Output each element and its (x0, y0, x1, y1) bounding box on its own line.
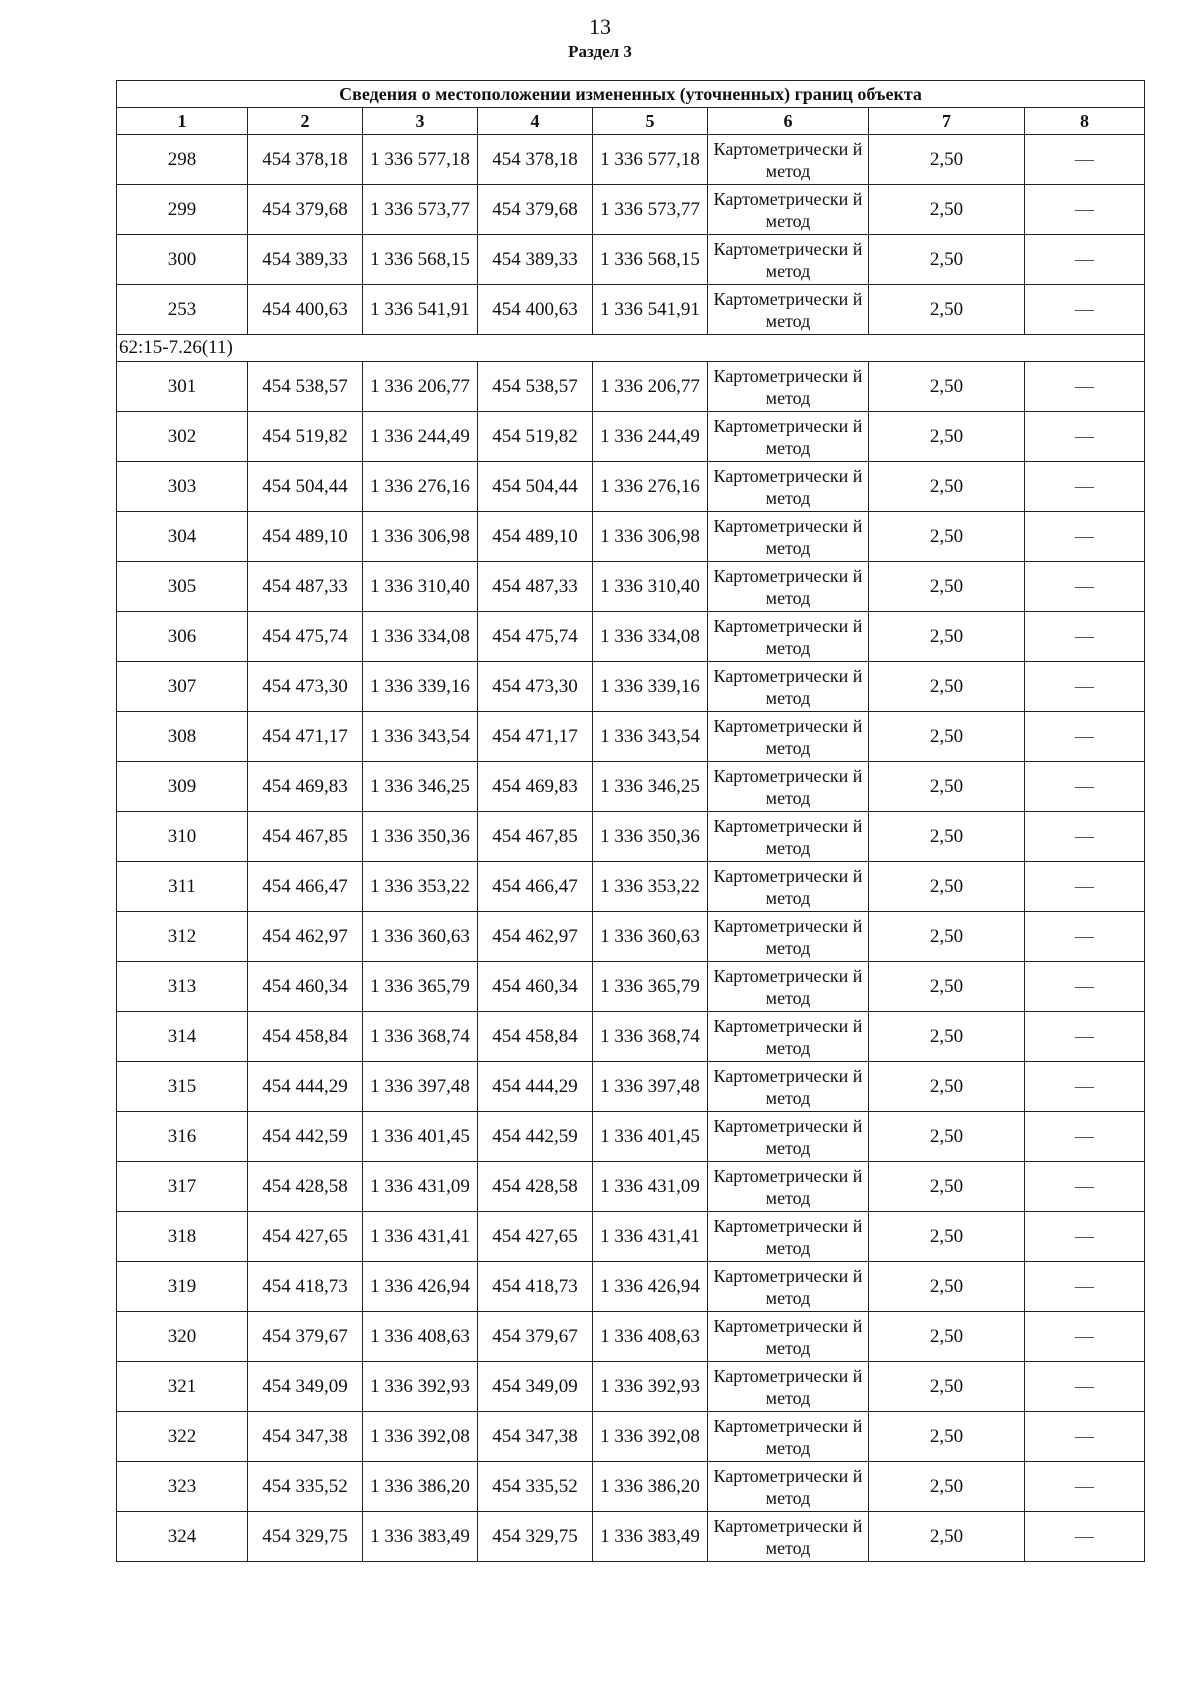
table-row (117, 612, 1145, 662)
table-row (117, 285, 1145, 335)
x-existing-cell: 454 504,44 (248, 462, 363, 512)
y-existing-cell: 1 336 401,45 (363, 1112, 478, 1162)
description-cell: — (1025, 862, 1145, 912)
x-new-cell: 454 467,85 (478, 812, 593, 862)
description-cell: — (1025, 1062, 1145, 1112)
y-existing-cell: 1 336 386,20 (363, 1462, 478, 1512)
table-row (117, 1112, 1145, 1162)
y-existing-cell: 1 336 350,36 (363, 812, 478, 862)
x-new-cell: 454 347,38 (478, 1412, 593, 1462)
description-cell: — (1025, 1262, 1145, 1312)
y-existing-cell: 1 336 431,09 (363, 1162, 478, 1212)
y-existing-cell: 1 336 343,54 (363, 712, 478, 762)
x-existing-cell: 454 471,17 (248, 712, 363, 762)
point-number-cell: 306 (117, 612, 248, 662)
y-new-cell: 1 336 368,74 (593, 1012, 708, 1062)
method-cell: Картометрически й метод (708, 962, 869, 1012)
y-existing-cell: 1 336 334,08 (363, 612, 478, 662)
method-cell: Картометрически й метод (708, 285, 869, 335)
x-new-cell: 454 349,09 (478, 1362, 593, 1412)
y-new-cell: 1 336 306,98 (593, 512, 708, 562)
y-existing-cell: 1 336 360,63 (363, 912, 478, 962)
y-new-cell: 1 336 276,16 (593, 462, 708, 512)
method-cell: Картометрически й метод (708, 1262, 869, 1312)
method-cell: Картометрически й метод (708, 1412, 869, 1462)
x-new-cell: 454 378,18 (478, 135, 593, 185)
description-cell: — (1025, 412, 1145, 462)
point-number-cell: 315 (117, 1062, 248, 1112)
x-new-cell: 454 458,84 (478, 1012, 593, 1062)
boundary-table (116, 80, 1145, 1562)
table-row (117, 235, 1145, 285)
group-label: 62:15-7.26(11) (117, 335, 1145, 362)
y-existing-cell: 1 336 541,91 (363, 285, 478, 335)
y-existing-cell: 1 336 383,49 (363, 1512, 478, 1562)
y-existing-cell: 1 336 577,18 (363, 135, 478, 185)
table-row (117, 1212, 1145, 1262)
method-cell: Картометрически й метод (708, 912, 869, 962)
method-cell: Картометрически й метод (708, 1462, 869, 1512)
method-cell: Картометрически й метод (708, 135, 869, 185)
accuracy-cell: 2,50 (869, 1512, 1025, 1562)
description-cell: — (1025, 285, 1145, 335)
method-cell: Картометрически й метод (708, 185, 869, 235)
x-existing-cell: 454 489,10 (248, 512, 363, 562)
y-existing-cell: 1 336 573,77 (363, 185, 478, 235)
x-existing-cell: 454 475,74 (248, 612, 363, 662)
y-existing-cell: 1 336 365,79 (363, 962, 478, 1012)
x-new-cell: 454 538,57 (478, 362, 593, 412)
x-existing-cell: 454 466,47 (248, 862, 363, 912)
y-existing-cell: 1 336 276,16 (363, 462, 478, 512)
point-number-cell: 303 (117, 462, 248, 512)
table-row (117, 862, 1145, 912)
x-existing-cell: 454 329,75 (248, 1512, 363, 1562)
table-row (117, 562, 1145, 612)
x-new-cell: 454 473,30 (478, 662, 593, 712)
point-number-cell: 301 (117, 362, 248, 412)
x-existing-cell: 454 538,57 (248, 362, 363, 412)
x-new-cell: 454 389,33 (478, 235, 593, 285)
description-cell: — (1025, 962, 1145, 1012)
y-new-cell: 1 336 206,77 (593, 362, 708, 412)
y-new-cell: 1 336 365,79 (593, 962, 708, 1012)
point-number-cell: 305 (117, 562, 248, 612)
y-new-cell: 1 336 426,94 (593, 1262, 708, 1312)
table-row (117, 1362, 1145, 1412)
point-number-cell: 300 (117, 235, 248, 285)
x-new-cell: 454 519,82 (478, 412, 593, 462)
y-existing-cell: 1 336 244,49 (363, 412, 478, 462)
table-row (117, 1412, 1145, 1462)
column-number: 1 (117, 108, 248, 135)
x-new-cell: 454 442,59 (478, 1112, 593, 1162)
y-existing-cell: 1 336 431,41 (363, 1212, 478, 1262)
point-number-cell: 316 (117, 1112, 248, 1162)
point-number-cell: 253 (117, 285, 248, 335)
table-row (117, 812, 1145, 862)
accuracy-cell: 2,50 (869, 962, 1025, 1012)
y-new-cell: 1 336 577,18 (593, 135, 708, 185)
section-title: Раздел 3 (568, 42, 632, 61)
column-number: 3 (363, 108, 478, 135)
y-new-cell: 1 336 573,77 (593, 185, 708, 235)
x-existing-cell: 454 347,38 (248, 1412, 363, 1462)
description-cell: — (1025, 762, 1145, 812)
table-row (117, 912, 1145, 962)
group-row (117, 335, 1145, 362)
y-new-cell: 1 336 408,63 (593, 1312, 708, 1362)
description-cell: — (1025, 185, 1145, 235)
point-number-cell: 314 (117, 1012, 248, 1062)
x-new-cell: 454 427,65 (478, 1212, 593, 1262)
description-cell: — (1025, 512, 1145, 562)
x-new-cell: 454 379,68 (478, 185, 593, 235)
x-new-cell: 454 504,44 (478, 462, 593, 512)
x-existing-cell: 454 428,58 (248, 1162, 363, 1212)
accuracy-cell: 2,50 (869, 1012, 1025, 1062)
table-row (117, 135, 1145, 185)
y-new-cell: 1 336 383,49 (593, 1512, 708, 1562)
y-existing-cell: 1 336 206,77 (363, 362, 478, 412)
method-cell: Картометрически й метод (708, 1162, 869, 1212)
table-row (117, 762, 1145, 812)
column-number: 8 (1025, 108, 1145, 135)
x-existing-cell: 454 349,09 (248, 1362, 363, 1412)
y-existing-cell: 1 336 426,94 (363, 1262, 478, 1312)
accuracy-cell: 2,50 (869, 862, 1025, 912)
column-number: 2 (248, 108, 363, 135)
y-new-cell: 1 336 353,22 (593, 862, 708, 912)
y-new-cell: 1 336 343,54 (593, 712, 708, 762)
table-row (117, 1262, 1145, 1312)
method-cell: Картометрически й метод (708, 1062, 869, 1112)
page-number: 13 (589, 14, 611, 39)
accuracy-cell: 2,50 (869, 512, 1025, 562)
x-new-cell: 454 418,73 (478, 1262, 593, 1312)
method-cell: Картометрически й метод (708, 1212, 869, 1262)
table-row (117, 662, 1145, 712)
point-number-cell: 319 (117, 1262, 248, 1312)
point-number-cell: 304 (117, 512, 248, 562)
x-new-cell: 454 469,83 (478, 762, 593, 812)
accuracy-cell: 2,50 (869, 185, 1025, 235)
point-number-cell: 298 (117, 135, 248, 185)
method-cell: Картометрически й метод (708, 1012, 869, 1062)
table-row (117, 185, 1145, 235)
point-number-cell: 317 (117, 1162, 248, 1212)
y-existing-cell: 1 336 306,98 (363, 512, 478, 562)
accuracy-cell: 2,50 (869, 1312, 1025, 1362)
method-cell: Картометрически й метод (708, 462, 869, 512)
method-cell: Картометрически й метод (708, 235, 869, 285)
x-existing-cell: 454 487,33 (248, 562, 363, 612)
x-new-cell: 454 444,29 (478, 1062, 593, 1112)
y-new-cell: 1 336 397,48 (593, 1062, 708, 1112)
method-cell: Картометрически й метод (708, 812, 869, 862)
table-row (117, 1162, 1145, 1212)
description-cell: — (1025, 1362, 1145, 1412)
point-number-cell: 313 (117, 962, 248, 1012)
description-cell: — (1025, 235, 1145, 285)
accuracy-cell: 2,50 (869, 135, 1025, 185)
description-cell: — (1025, 562, 1145, 612)
column-number: 5 (593, 108, 708, 135)
y-new-cell: 1 336 431,41 (593, 1212, 708, 1262)
accuracy-cell: 2,50 (869, 712, 1025, 762)
accuracy-cell: 2,50 (869, 462, 1025, 512)
description-cell: — (1025, 135, 1145, 185)
method-cell: Картометрически й метод (708, 712, 869, 762)
point-number-cell: 308 (117, 712, 248, 762)
description-cell: — (1025, 462, 1145, 512)
accuracy-cell: 2,50 (869, 1412, 1025, 1462)
table-row (117, 1312, 1145, 1362)
x-existing-cell: 454 469,83 (248, 762, 363, 812)
accuracy-cell: 2,50 (869, 562, 1025, 612)
x-existing-cell: 454 467,85 (248, 812, 363, 862)
table-row (117, 1462, 1145, 1512)
x-existing-cell: 454 379,67 (248, 1312, 363, 1362)
column-number: 7 (869, 108, 1025, 135)
x-existing-cell: 454 458,84 (248, 1012, 363, 1062)
point-number-cell: 320 (117, 1312, 248, 1362)
accuracy-cell: 2,50 (869, 285, 1025, 335)
point-number-cell: 309 (117, 762, 248, 812)
x-existing-cell: 454 335,52 (248, 1462, 363, 1512)
y-new-cell: 1 336 244,49 (593, 412, 708, 462)
point-number-cell: 322 (117, 1412, 248, 1462)
x-existing-cell: 454 462,97 (248, 912, 363, 962)
description-cell: — (1025, 812, 1145, 862)
x-existing-cell: 454 400,63 (248, 285, 363, 335)
table-row (117, 712, 1145, 762)
description-cell: — (1025, 662, 1145, 712)
accuracy-cell: 2,50 (869, 1162, 1025, 1212)
description-cell: — (1025, 712, 1145, 762)
method-cell: Картометрически й метод (708, 612, 869, 662)
description-cell: — (1025, 1312, 1145, 1362)
y-existing-cell: 1 336 310,40 (363, 562, 478, 612)
description-cell: — (1025, 1412, 1145, 1462)
method-cell: Картометрически й метод (708, 1512, 869, 1562)
x-new-cell: 454 466,47 (478, 862, 593, 912)
description-cell: — (1025, 1212, 1145, 1262)
x-new-cell: 454 462,97 (478, 912, 593, 962)
y-new-cell: 1 336 392,93 (593, 1362, 708, 1412)
x-existing-cell: 454 442,59 (248, 1112, 363, 1162)
y-new-cell: 1 336 346,25 (593, 762, 708, 812)
column-number: 4 (478, 108, 593, 135)
x-existing-cell: 454 418,73 (248, 1262, 363, 1312)
table-row (117, 512, 1145, 562)
point-number-cell: 310 (117, 812, 248, 862)
description-cell: — (1025, 362, 1145, 412)
x-existing-cell: 454 379,68 (248, 185, 363, 235)
table-row (117, 1012, 1145, 1062)
description-cell: — (1025, 1112, 1145, 1162)
accuracy-cell: 2,50 (869, 1362, 1025, 1412)
x-new-cell: 454 487,33 (478, 562, 593, 612)
y-new-cell: 1 336 392,08 (593, 1412, 708, 1462)
x-new-cell: 454 335,52 (478, 1462, 593, 1512)
accuracy-cell: 2,50 (869, 1212, 1025, 1262)
method-cell: Картометрически й метод (708, 862, 869, 912)
x-existing-cell: 454 460,34 (248, 962, 363, 1012)
table-row (117, 962, 1145, 1012)
method-cell: Картометрически й метод (708, 1312, 869, 1362)
x-new-cell: 454 471,17 (478, 712, 593, 762)
y-new-cell: 1 336 334,08 (593, 612, 708, 662)
column-number: 6 (708, 108, 869, 135)
y-new-cell: 1 336 360,63 (593, 912, 708, 962)
x-new-cell: 454 475,74 (478, 612, 593, 662)
y-existing-cell: 1 336 339,16 (363, 662, 478, 712)
accuracy-cell: 2,50 (869, 1462, 1025, 1512)
accuracy-cell: 2,50 (869, 1062, 1025, 1112)
point-number-cell: 318 (117, 1212, 248, 1262)
x-new-cell: 454 379,67 (478, 1312, 593, 1362)
description-cell: — (1025, 612, 1145, 662)
y-new-cell: 1 336 568,15 (593, 235, 708, 285)
rows-before-group (117, 135, 1145, 335)
method-cell: Картометрически й метод (708, 412, 869, 462)
method-cell: Картометрически й метод (708, 562, 869, 612)
method-cell: Картометрически й метод (708, 762, 869, 812)
point-number-cell: 321 (117, 1362, 248, 1412)
method-cell: Картометрически й метод (708, 362, 869, 412)
method-cell: Картометрически й метод (708, 1112, 869, 1162)
y-new-cell: 1 336 350,36 (593, 812, 708, 862)
x-new-cell: 454 428,58 (478, 1162, 593, 1212)
x-existing-cell: 454 427,65 (248, 1212, 363, 1262)
y-existing-cell: 1 336 397,48 (363, 1062, 478, 1112)
method-cell: Картометрически й метод (708, 662, 869, 712)
x-existing-cell: 454 378,18 (248, 135, 363, 185)
point-number-cell: 307 (117, 662, 248, 712)
description-cell: — (1025, 1462, 1145, 1512)
y-existing-cell: 1 336 346,25 (363, 762, 478, 812)
point-number-cell: 311 (117, 862, 248, 912)
method-cell: Картометрически й метод (708, 512, 869, 562)
x-new-cell: 454 400,63 (478, 285, 593, 335)
accuracy-cell: 2,50 (869, 1112, 1025, 1162)
description-cell: — (1025, 912, 1145, 962)
method-cell: Картометрически й метод (708, 1362, 869, 1412)
table-caption: Сведения о местоположении измененных (уточненных) границ объекта (117, 81, 1145, 108)
y-existing-cell: 1 336 408,63 (363, 1312, 478, 1362)
x-existing-cell: 454 444,29 (248, 1062, 363, 1112)
x-existing-cell: 454 519,82 (248, 412, 363, 462)
table-row (117, 362, 1145, 412)
x-new-cell: 454 489,10 (478, 512, 593, 562)
point-number-cell: 324 (117, 1512, 248, 1562)
point-number-cell: 323 (117, 1462, 248, 1512)
accuracy-cell: 2,50 (869, 762, 1025, 812)
x-existing-cell: 454 389,33 (248, 235, 363, 285)
column-numbers-row (117, 108, 1145, 135)
accuracy-cell: 2,50 (869, 612, 1025, 662)
accuracy-cell: 2,50 (869, 412, 1025, 462)
accuracy-cell: 2,50 (869, 362, 1025, 412)
accuracy-cell: 2,50 (869, 812, 1025, 862)
x-new-cell: 454 460,34 (478, 962, 593, 1012)
y-existing-cell: 1 336 392,93 (363, 1362, 478, 1412)
table-row (117, 1512, 1145, 1562)
table-row (117, 462, 1145, 512)
accuracy-cell: 2,50 (869, 912, 1025, 962)
description-cell: — (1025, 1012, 1145, 1062)
point-number-cell: 312 (117, 912, 248, 962)
point-number-cell: 302 (117, 412, 248, 462)
accuracy-cell: 2,50 (869, 235, 1025, 285)
y-new-cell: 1 336 339,16 (593, 662, 708, 712)
x-new-cell: 454 329,75 (478, 1512, 593, 1562)
accuracy-cell: 2,50 (869, 662, 1025, 712)
y-new-cell: 1 336 386,20 (593, 1462, 708, 1512)
y-existing-cell: 1 336 392,08 (363, 1412, 478, 1462)
description-cell: — (1025, 1162, 1145, 1212)
accuracy-cell: 2,50 (869, 1262, 1025, 1312)
point-number-cell: 299 (117, 185, 248, 235)
table-row (117, 412, 1145, 462)
description-cell: — (1025, 1512, 1145, 1562)
table-row (117, 1062, 1145, 1112)
y-existing-cell: 1 336 568,15 (363, 235, 478, 285)
y-new-cell: 1 336 401,45 (593, 1112, 708, 1162)
y-existing-cell: 1 336 368,74 (363, 1012, 478, 1062)
x-existing-cell: 454 473,30 (248, 662, 363, 712)
y-new-cell: 1 336 431,09 (593, 1162, 708, 1212)
y-new-cell: 1 336 541,91 (593, 285, 708, 335)
rows-after-group (117, 362, 1145, 1562)
y-new-cell: 1 336 310,40 (593, 562, 708, 612)
y-existing-cell: 1 336 353,22 (363, 862, 478, 912)
